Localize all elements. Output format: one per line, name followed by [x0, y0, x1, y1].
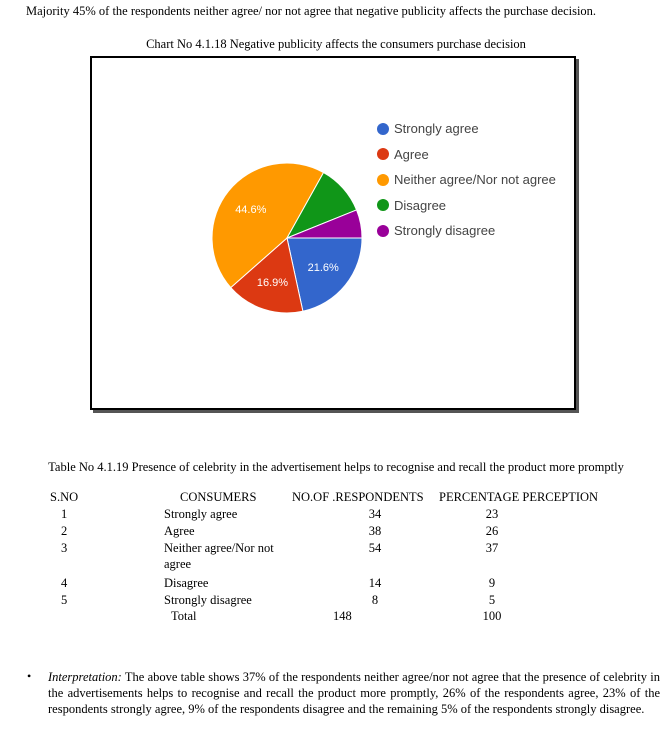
table-row-percentage: 37 [485, 541, 499, 555]
table-row-respondents: 34 [368, 507, 382, 521]
table-row-consumer: Disagree [164, 576, 209, 590]
legend-dot-icon [377, 225, 389, 237]
legend-label: Strongly agree [394, 121, 479, 137]
chart-frame [90, 56, 576, 410]
table-row-consumer: Strongly disagree [164, 593, 252, 607]
pie-slice-label: 21.6% [307, 262, 339, 275]
interpretation-lead: Interpretation: [48, 670, 122, 684]
table-row-respondents: 38 [368, 524, 382, 538]
chart-caption: Chart No 4.1.18 Negative publicity affects the consumers purchase decision [146, 37, 526, 51]
table-row-percentage: 5 [488, 593, 496, 607]
table-row-consumer: Neither agree/Nor not [164, 541, 274, 555]
legend-item [377, 142, 556, 168]
legend-item [377, 116, 556, 142]
legend-dot-icon [377, 148, 389, 160]
interpretation-text: The above table shows 37% of the respondents neither agree/nor not agree that the presence of celebrity in the advertisements helps to recognise and recall the product more promptly, 26% of the respondents agree, 23% of the respondents strongly agree, 9% of the respondents disagree and the remaining 5% of the respondents strongly disagree. [48, 670, 660, 716]
table-row-respondents: 8 [371, 593, 379, 607]
legend-label: Disagree [394, 197, 447, 213]
total-respondents: 148 [333, 609, 352, 623]
table-row-consumer: Agree [164, 524, 195, 538]
header-sno: S.NO [50, 490, 79, 504]
legend-label: Agree [394, 146, 429, 162]
total-percentage: 100 [482, 609, 502, 623]
header-consumers: CONSUMERS [180, 490, 257, 504]
legend-dot-icon [377, 174, 389, 186]
table-row-consumer: Strongly agree [164, 507, 238, 521]
table-row-sno: 1 [61, 507, 68, 521]
pie-slice-label: 44.6% [235, 203, 267, 216]
table-row-percentage: 26 [485, 524, 499, 538]
table-row-sno: 4 [61, 576, 68, 590]
legend-label: Neither agree/Nor not agree [394, 172, 556, 188]
intro-text: Majority 45% of the respondents neither agree/ nor not agree that negative publicity affects the purchase decision. [26, 4, 597, 18]
interpretation-paragraph [48, 669, 660, 717]
table-row-sno: 3 [61, 541, 68, 555]
table-caption: Table No 4.1.19 Presence of celebrity in the advertisement helps to recognise and recall the product more promptly [48, 460, 624, 474]
bullet-icon: • [27, 669, 32, 683]
header-respondents: NO.OF .RESPONDENTS [292, 490, 424, 504]
legend-dot-icon [377, 199, 389, 211]
total-label: Total [171, 609, 197, 623]
table-row-consumer-cont: agree [164, 557, 192, 571]
table-row-percentage: 23 [485, 507, 499, 521]
legend-item [377, 218, 556, 244]
legend-item [377, 193, 556, 219]
pie-slice-label: 16.9% [256, 277, 289, 290]
header-percentage: PERCENTAGE PERCEPTION [439, 490, 599, 504]
legend-item [377, 167, 556, 193]
table-row-percentage: 9 [488, 576, 496, 590]
table-row-respondents: 14 [368, 576, 382, 590]
chart-legend [377, 116, 556, 244]
legend-dot-icon [377, 123, 389, 135]
table-row-sno: 2 [61, 524, 68, 538]
legend-label: Strongly disagree [394, 223, 496, 239]
table-row-sno: 5 [61, 593, 68, 607]
table-row-respondents: 54 [368, 541, 382, 555]
